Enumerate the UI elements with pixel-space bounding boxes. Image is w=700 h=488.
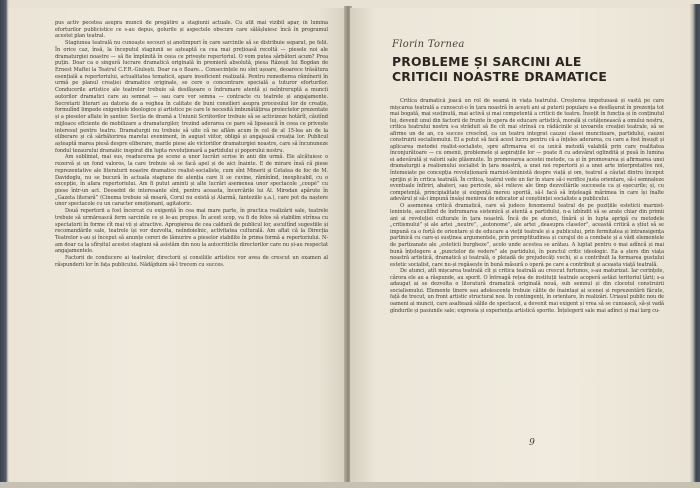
paragraph: Factorii de conducere ai teatrelor, directorii și consiliile artistice vor avea de crescut un examen al răspunderii lor în fața publicului. Nădăjduim să-l trecem cu succes. — [55, 255, 328, 268]
paragraph: Critica dramatică joacă un rol de seamă în viața teatrului. Creșterea impetuoasă și vastă pe care mișcarea teatrală a cunoscut-o în țara noastră în acești ani ai puterii populare s-a desfășurat în prezența tot mai bogată, mai susținută, mai activă și mai competentă a criticii de teatru. Însoțit în funcția și în conținutul lui, devenit unul din factorii de frunte în opera de educare artistică, morală și cetățenească a omului nostru, critica teatrului nostru s-a străduit să fie cît mai strînsă cu rădăcinile și izvoarele creației teatrale, să se afirme un de an, cu succes crescînd, ca un teatru integrat cauzei clasei muncitoare, partidului, cauzei construirii socialismului. El a putut să facă acest lucru pentru că a înțeles aderarea, cu care a fost însușit și aplicarea metodei realist-socialiste, spre afirmarea ei ca unică metodă valabilă prin care realitatea înconjurătoare — cu omenii, problemele și aspirațiile lor — poate fi cu adevărat oglindită și pusă în lumina ei adevărată și valorii sale plăsmuite. În promovarea acestei metode, ca și în promovarea și afirmarea unei dramaturgii a realismului socialist în țara noastră, a unei noi repertorii și a unei arte interpretative noi, întemeiate pe concepția revoluționară marxist-leninistă despre viață și om, teatrul a căutat dintru început sprijin și în critica teatrală. În critica, teatrul vede un far în stare să-i verifice justa orientare, să-i semnaleze eventuale înfiriri, abateri, sau pericole, să-i relieve ale tîmp dezvoltările succesele ca și eșecurile; și, cu competență, principialitate și exigență mereu sporită, să-l facă să înțeleagă mărimea în care își înalte adevărul și să-i impună însăși menirea de educator al conștiinței socialiste a publicului. — [390, 98, 664, 203]
right-page-body — [390, 98, 664, 482]
article-title — [392, 54, 664, 84]
book-bottom-edge — [0, 482, 700, 488]
left-page-body — [55, 20, 328, 474]
paragraph: pus activ pecetea asupra muncii de pregătire a stagiunii actuale. Cu atît mai vizibil apar, în lumina eforturilor publicistice ce s-au depus, golurile și aspectele obscure care sălășluiesc încă în programul acestei plan teatral. — [55, 20, 328, 40]
paragraph: Două repertorii a fost încercat cu exigență în cea mai mare parte, în practica realizării sale, teatrele trebuie să urmărească ferm sarcinile ce și le-au propus. În acest scop, va fi de folos să stabilim strînsa cu spectatorii în forme cît mai vii și atractive. Apropierea de cea caldură de publicul lor, ascultînd sugestiile și recomandările sale, teatrele își vor dezvolta, neîndoielnic, activitatea culturală. Am aflat că la Direcția Teatrelor s-au și început să anunțe cereri de lămurire a pieselor stabilite în prima formă a repertoriului. N-am doar ca la sfîrșitul acestei stagiuni să asistăm din nou la autocriticile directorilor care nu și-au respectat angajamentele. — [55, 208, 328, 255]
paragraph: De atunci, atît mișcarea teatrală cît și critica teatrală au crescut furtunos, s-au maturizat. Iar cerințele, cărora ele au a răspunde, au sporit. O întreagă rețea de instituții teatrale acoperă astăzi teritoriul țării; s-a adaugat ai se dezvolta o literatură dramatică originală nouă, sub semnul și din clocotul construirii socialismului. Elemente tinere sau adolescente trebuie călite de înaintași ai scenei și reprezentării făcute, față de trecut, un front artistic structural nou. În contingenți, în orientare, în realizări. Uriașul public nou de oameni ai muncii, care asaltează sălile de spectacol, a devenit mai exigent și vrea să se cunoască, să-și vadă gîndurile și pasiunile sale; expresia și experiența artistică sporite. Înțelegerii sale mai adînci și mai larg cu- — [390, 268, 664, 314]
left-page — [9, 8, 346, 482]
paragraph: Am subliniat, mai sus, readucerea pe scene a unor lucrări scrise în anii din urmă. Ele alcătuiesc o rezervă și un fond valoros, la care trebuie să se facă apel și de aici înainte. E de mirare însă că piese reprezentative ale literaturii noastre dramatice realist-socialiste, cum sînt Minerii și Cetatea de foc de M. Davidoglu, nu se bucură în actuala stagiune de atenția care li se cuvine, rămînînd, inexplicabil, cu o excepție, în afara repertoriului. Am fi putut aminti și alte lucrări asemenea unor spectacole „coupé” cu piese într-un act. Deosebit de interesante sînt, pentru aceasta, încercările lui Al. Mirodan apărute în „Gazeta literară” (Cinema trebuie să moară, Corul nu există și Alarmă, fanteziile ș.a.), care pot da naștere unor spectacole cu un caracter emoționant, agitatoric. — [55, 154, 328, 208]
page-number: 9 — [529, 438, 535, 448]
paragraph: O asemenea critică dramatică, care să judece fenomenul teatral de pe pozițiile esteticii marxist-leniniste, ascultînd de îndrumarea sistemică și atentă a partidului, n-a izbîndit să se arate chiar din primii ani ai revoluției culturale în țara noastră. Încă de pe atunci, tînără și în lupta aprigă cu metodele „critismului” și ale artei „neutre”, „autonome”, ale artei „deasupra claselor”, această critică a știut să se impună ca o forță de orientare și de educare a vieții teatrale și a publicului, prin fermitatea și intransigența partinică cu care-și susținea argumentele, prin promptitudinea și curajul de a combate și a vădi elementele de partizanate ale „esteticii burgheze”, acolo unde acestea se arătau. A luptat pentru o mai adîncă și mai bună înțelegere a „punctelor de vedere” ale partidului, în punctul critic ideologic. Ea a șters din viața noastră artistică, dramatică și teatrală, o pleiadă de prejudecăți vechi, și a contribuit la formarea gustului estetic socialist, care nu-și regăsește în bună măsură o operă pe care a contribuit și aceasta viață teatrală. — [390, 202, 664, 268]
article-title-line: CRITICII NOASTRE DRAMATICE — [392, 69, 607, 84]
paragraph: Stagiunea teatrală nu cunoaște secouri și anotimpuri în care sarcinile să se distribuie separat, pe felii. În orice caz, însă, la începutul stagiunii se așteaptă ca cea mai prețioasă recoltă — piesele noi ale dramaturgiei noastre — să fie împlinită în ceea ce privește repertoriul. O vom putea sărbători acum? Prea puțin. Doar ca o singură lucrare dramatică originală în premieră absolută, piesa Răzeșii lui Bogdan de Ernest Maftei la Teatrul C.F.R.-Giulești. Doar ca o floare... Consecințele nu sînt ușoare, deoarece trăsătura esențială a repertoriului, actualitatea tematicii, apare insuficient realizată. Pentru remedierea rămînerii în urmă pe planul creației dramatice originale, se cere o concentrare specială a tuturor eforturilor. Conducerile artistice ale teatrelor trebuie să desfășoare o îndrumare atentă și neîntreruptă a muncii autorilor dramatici care au semnat — sau care vor semna — contracte cu teatrele și angajamente. Secretarii literari au datoria de a veghea în calitate de buni consilieri asupra procesului lor de creație, formulînd limpede exigențele ideologice și artistice pe care le necesită îmbunătățirea proiectelor prezentate și a pieselor aflate în șantier. Secția de dramă a Uniunii Scriitorilor trebuie să se activizeze hotărît, căutînd mijloace eficiente de mobilizare a dramaturgilor, trezind aderarea ce pare să lipsească în ceea ce privește interesul pentru teatru. Dramaturgii nu trebuie să uite că ne aflăm acum în cel de al 15-lea an de la eliberare și că sărbătorirea marelui eveniment, în august viitor, obligă și angajează creația lor. Publicul așteaptă marea piesă despre eliberare, marile piese ale victoriilor dramaturgiei noastre, care să încununeze fondul tezaurului dramatic inspirat din lupta revoluționară a partidului și poporului nostru. — [55, 40, 328, 154]
book-cover-edge — [690, 4, 700, 488]
article-author: Florin Tornea — [392, 39, 465, 50]
right-page — [350, 8, 690, 482]
article-title-line: PROBLEME ȘI SARCINI ALE — [392, 54, 582, 69]
